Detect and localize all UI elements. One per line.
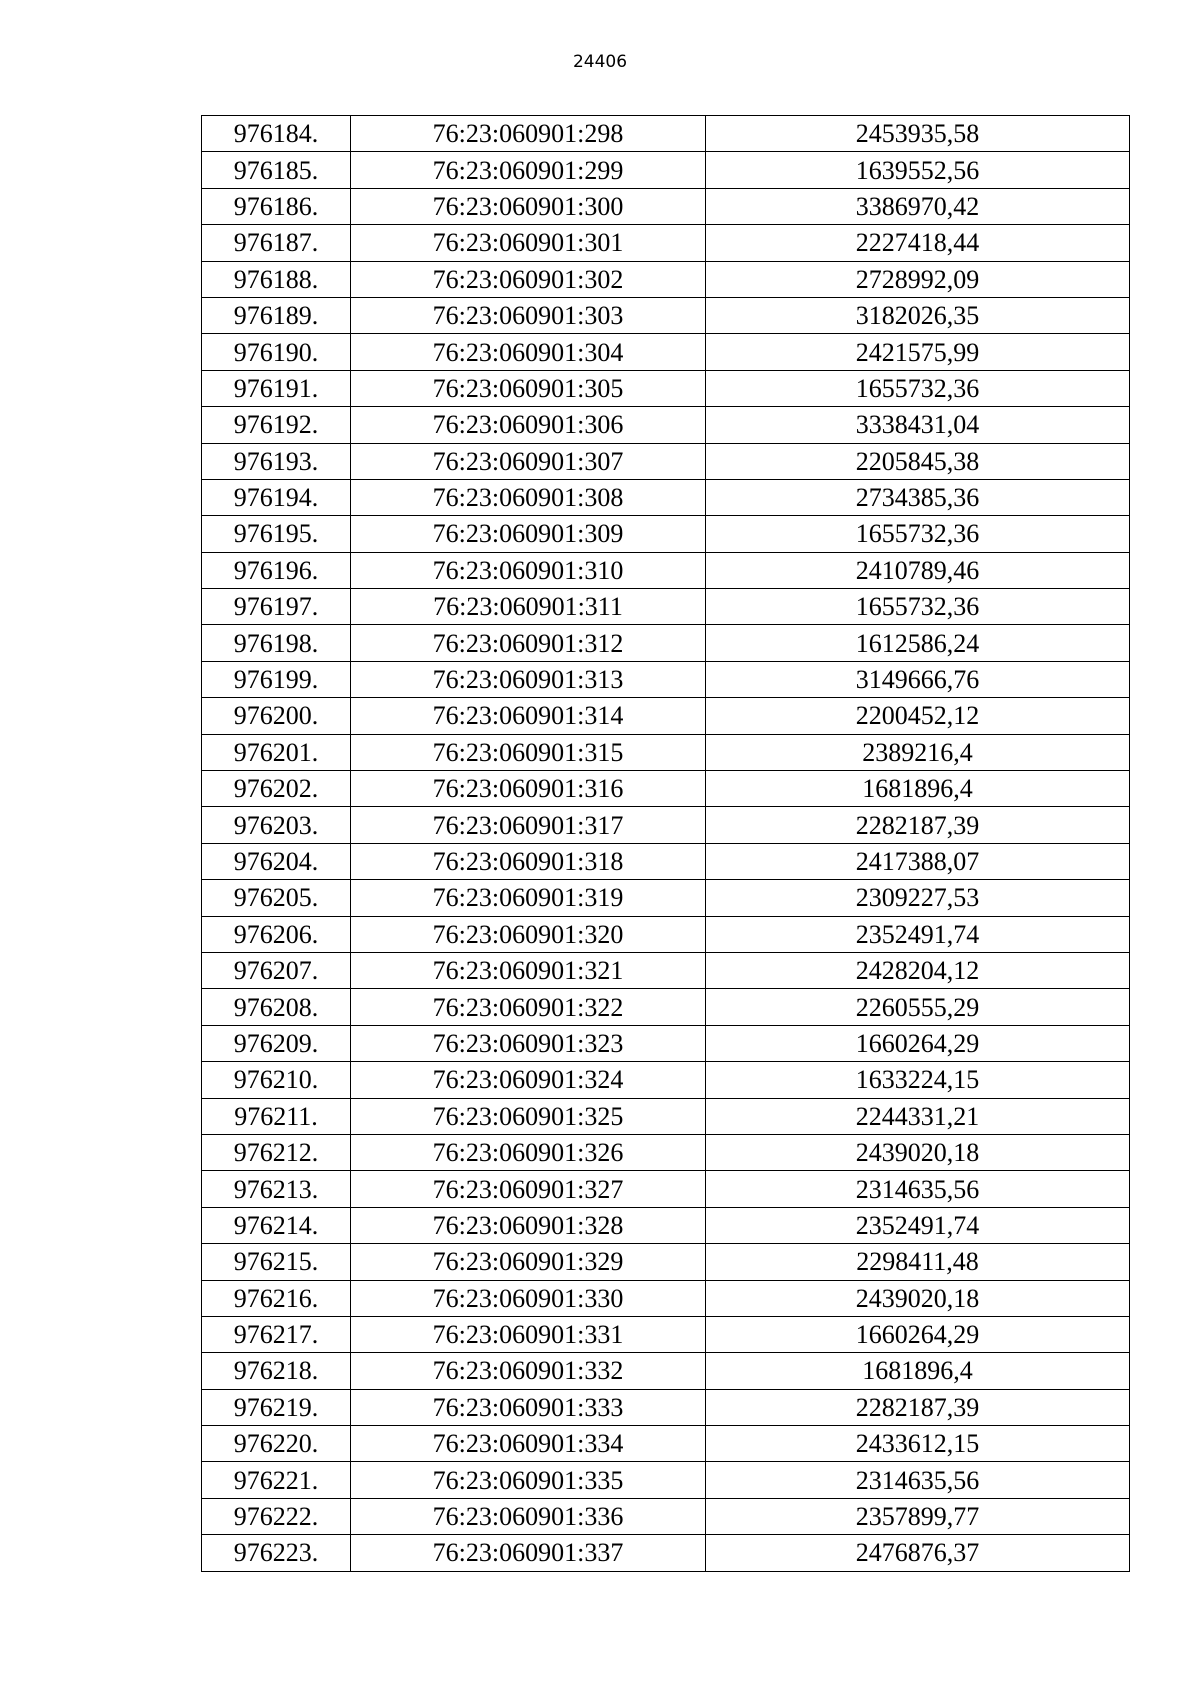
table-row [202, 1244, 1130, 1280]
cadastral-value-cell: 2282187,39 [706, 807, 1130, 843]
table-row [202, 443, 1130, 479]
table-row [202, 589, 1130, 625]
cadastral-number-cell: 76:23:060901:298 [351, 116, 706, 152]
table-row [202, 1498, 1130, 1534]
cadastral-number-cell: 76:23:060901:305 [351, 370, 706, 406]
cadastral-number-cell: 76:23:060901:315 [351, 734, 706, 770]
row-number-cell: 976201. [202, 734, 351, 770]
row-number-cell: 976199. [202, 661, 351, 697]
table-row [202, 698, 1130, 734]
table-row [202, 1462, 1130, 1498]
cadastral-value-cell: 1639552,56 [706, 152, 1130, 188]
table-row [202, 1535, 1130, 1571]
cadastral-value-cell: 2314635,56 [706, 1462, 1130, 1498]
table-row [202, 843, 1130, 879]
cadastral-value-cell: 2357899,77 [706, 1498, 1130, 1534]
cadastral-value-cell: 1660264,29 [706, 1025, 1130, 1061]
cadastral-value-cell: 1633224,15 [706, 1062, 1130, 1098]
cadastral-number-cell: 76:23:060901:328 [351, 1207, 706, 1243]
row-number-cell: 976222. [202, 1498, 351, 1534]
table-row [202, 625, 1130, 661]
row-number-cell: 976194. [202, 479, 351, 515]
cadastral-number-cell: 76:23:060901:316 [351, 771, 706, 807]
cadastral-number-cell: 76:23:060901:332 [351, 1353, 706, 1389]
table-row [202, 771, 1130, 807]
table-row [202, 479, 1130, 515]
table-row [202, 1280, 1130, 1316]
cadastral-value-table [201, 115, 1130, 1572]
cadastral-number-cell: 76:23:060901:307 [351, 443, 706, 479]
row-number-cell: 976184. [202, 116, 351, 152]
cadastral-number-cell: 76:23:060901:301 [351, 225, 706, 261]
cadastral-value-cell: 2421575,99 [706, 334, 1130, 370]
row-number-cell: 976208. [202, 989, 351, 1025]
table-row [202, 552, 1130, 588]
cadastral-number-cell: 76:23:060901:331 [351, 1316, 706, 1352]
cadastral-value-cell: 3338431,04 [706, 407, 1130, 443]
table-row [202, 1134, 1130, 1170]
cadastral-value-cell: 2309227,53 [706, 880, 1130, 916]
table-row [202, 370, 1130, 406]
cadastral-value-cell: 1655732,36 [706, 516, 1130, 552]
row-number-cell: 976187. [202, 225, 351, 261]
cadastral-value-cell: 3149666,76 [706, 661, 1130, 697]
cadastral-number-cell: 76:23:060901:336 [351, 1498, 706, 1534]
cadastral-number-cell: 76:23:060901:304 [351, 334, 706, 370]
row-number-cell: 976202. [202, 771, 351, 807]
cadastral-value-cell: 2439020,18 [706, 1280, 1130, 1316]
cadastral-number-cell: 76:23:060901:324 [351, 1062, 706, 1098]
row-number-cell: 976205. [202, 880, 351, 916]
table-row [202, 916, 1130, 952]
row-number-cell: 976210. [202, 1062, 351, 1098]
cadastral-number-cell: 76:23:060901:323 [351, 1025, 706, 1061]
table-row [202, 407, 1130, 443]
table-row [202, 297, 1130, 333]
row-number-cell: 976200. [202, 698, 351, 734]
row-number-cell: 976206. [202, 916, 351, 952]
cadastral-number-cell: 76:23:060901:311 [351, 589, 706, 625]
row-number-cell: 976215. [202, 1244, 351, 1280]
table-row [202, 1025, 1130, 1061]
table-row [202, 188, 1130, 224]
table-row [202, 1389, 1130, 1425]
row-number-cell: 976223. [202, 1535, 351, 1571]
cadastral-number-cell: 76:23:060901:333 [351, 1389, 706, 1425]
cadastral-value-cell: 3182026,35 [706, 297, 1130, 333]
row-number-cell: 976214. [202, 1207, 351, 1243]
cadastral-value-cell: 2453935,58 [706, 116, 1130, 152]
table-row [202, 1426, 1130, 1462]
row-number-cell: 976190. [202, 334, 351, 370]
table-body [202, 116, 1130, 1572]
cadastral-value-cell: 2728992,09 [706, 261, 1130, 297]
cadastral-value-cell: 1681896,4 [706, 1353, 1130, 1389]
row-number-cell: 976197. [202, 589, 351, 625]
cadastral-value-cell: 2205845,38 [706, 443, 1130, 479]
cadastral-value-cell: 2352491,74 [706, 1207, 1130, 1243]
cadastral-value-cell: 1655732,36 [706, 589, 1130, 625]
cadastral-value-cell: 2314635,56 [706, 1171, 1130, 1207]
row-number-cell: 976207. [202, 952, 351, 988]
cadastral-number-cell: 76:23:060901:299 [351, 152, 706, 188]
cadastral-number-cell: 76:23:060901:321 [351, 952, 706, 988]
row-number-cell: 976211. [202, 1098, 351, 1134]
cadastral-number-cell: 76:23:060901:329 [351, 1244, 706, 1280]
table-row [202, 1353, 1130, 1389]
row-number-cell: 976185. [202, 152, 351, 188]
table-row [202, 334, 1130, 370]
cadastral-value-cell: 2298411,48 [706, 1244, 1130, 1280]
row-number-cell: 976189. [202, 297, 351, 333]
cadastral-number-cell: 76:23:060901:306 [351, 407, 706, 443]
row-number-cell: 976220. [202, 1426, 351, 1462]
table-row [202, 989, 1130, 1025]
table-row [202, 952, 1130, 988]
cadastral-value-cell: 2433612,15 [706, 1426, 1130, 1462]
table-row [202, 807, 1130, 843]
cadastral-value-cell: 2428204,12 [706, 952, 1130, 988]
row-number-cell: 976195. [202, 516, 351, 552]
table-row [202, 225, 1130, 261]
cadastral-number-cell: 76:23:060901:308 [351, 479, 706, 515]
cadastral-number-cell: 76:23:060901:320 [351, 916, 706, 952]
cadastral-value-cell: 2734385,36 [706, 479, 1130, 515]
row-number-cell: 976212. [202, 1134, 351, 1170]
cadastral-number-cell: 76:23:060901:310 [351, 552, 706, 588]
cadastral-number-cell: 76:23:060901:330 [351, 1280, 706, 1316]
row-number-cell: 976219. [202, 1389, 351, 1425]
cadastral-value-cell: 2410789,46 [706, 552, 1130, 588]
row-number-cell: 976204. [202, 843, 351, 879]
cadastral-value-cell: 3386970,42 [706, 188, 1130, 224]
table-row [202, 1171, 1130, 1207]
cadastral-value-cell: 2244331,21 [706, 1098, 1130, 1134]
page-number: 24406 [572, 52, 628, 72]
table-row [202, 516, 1130, 552]
cadastral-value-cell: 2439020,18 [706, 1134, 1130, 1170]
table-row [202, 880, 1130, 916]
row-number-cell: 976196. [202, 552, 351, 588]
cadastral-value-cell: 1681896,4 [706, 771, 1130, 807]
table-row [202, 152, 1130, 188]
cadastral-number-cell: 76:23:060901:337 [351, 1535, 706, 1571]
cadastral-number-cell: 76:23:060901:322 [351, 989, 706, 1025]
table-row [202, 1062, 1130, 1098]
cadastral-number-cell: 76:23:060901:317 [351, 807, 706, 843]
cadastral-number-cell: 76:23:060901:325 [351, 1098, 706, 1134]
row-number-cell: 976186. [202, 188, 351, 224]
row-number-cell: 976193. [202, 443, 351, 479]
row-number-cell: 976203. [202, 807, 351, 843]
table-row [202, 1098, 1130, 1134]
cadastral-value-cell: 1660264,29 [706, 1316, 1130, 1352]
cadastral-number-cell: 76:23:060901:302 [351, 261, 706, 297]
cadastral-number-cell: 76:23:060901:335 [351, 1462, 706, 1498]
table-row [202, 661, 1130, 697]
row-number-cell: 976198. [202, 625, 351, 661]
cadastral-value-cell: 2260555,29 [706, 989, 1130, 1025]
cadastral-value-cell: 2476876,37 [706, 1535, 1130, 1571]
table-row [202, 116, 1130, 152]
cadastral-number-cell: 76:23:060901:319 [351, 880, 706, 916]
row-number-cell: 976217. [202, 1316, 351, 1352]
row-number-cell: 976213. [202, 1171, 351, 1207]
cadastral-number-cell: 76:23:060901:326 [351, 1134, 706, 1170]
cadastral-value-cell: 2389216,4 [706, 734, 1130, 770]
cadastral-number-cell: 76:23:060901:309 [351, 516, 706, 552]
cadastral-number-cell: 76:23:060901:303 [351, 297, 706, 333]
cadastral-value-cell: 2352491,74 [706, 916, 1130, 952]
row-number-cell: 976221. [202, 1462, 351, 1498]
cadastral-number-cell: 76:23:060901:327 [351, 1171, 706, 1207]
table-row [202, 734, 1130, 770]
row-number-cell: 976188. [202, 261, 351, 297]
row-number-cell: 976192. [202, 407, 351, 443]
cadastral-value-cell: 1655732,36 [706, 370, 1130, 406]
table-row [202, 1207, 1130, 1243]
row-number-cell: 976191. [202, 370, 351, 406]
cadastral-number-cell: 76:23:060901:312 [351, 625, 706, 661]
cadastral-value-cell: 2417388,07 [706, 843, 1130, 879]
table-row [202, 1316, 1130, 1352]
table-row [202, 261, 1130, 297]
cadastral-value-cell: 2227418,44 [706, 225, 1130, 261]
cadastral-number-cell: 76:23:060901:300 [351, 188, 706, 224]
cadastral-number-cell: 76:23:060901:334 [351, 1426, 706, 1462]
cadastral-number-cell: 76:23:060901:318 [351, 843, 706, 879]
row-number-cell: 976218. [202, 1353, 351, 1389]
cadastral-value-cell: 2200452,12 [706, 698, 1130, 734]
cadastral-value-cell: 1612586,24 [706, 625, 1130, 661]
cadastral-number-cell: 76:23:060901:314 [351, 698, 706, 734]
cadastral-value-cell: 2282187,39 [706, 1389, 1130, 1425]
cadastral-number-cell: 76:23:060901:313 [351, 661, 706, 697]
row-number-cell: 976209. [202, 1025, 351, 1061]
row-number-cell: 976216. [202, 1280, 351, 1316]
